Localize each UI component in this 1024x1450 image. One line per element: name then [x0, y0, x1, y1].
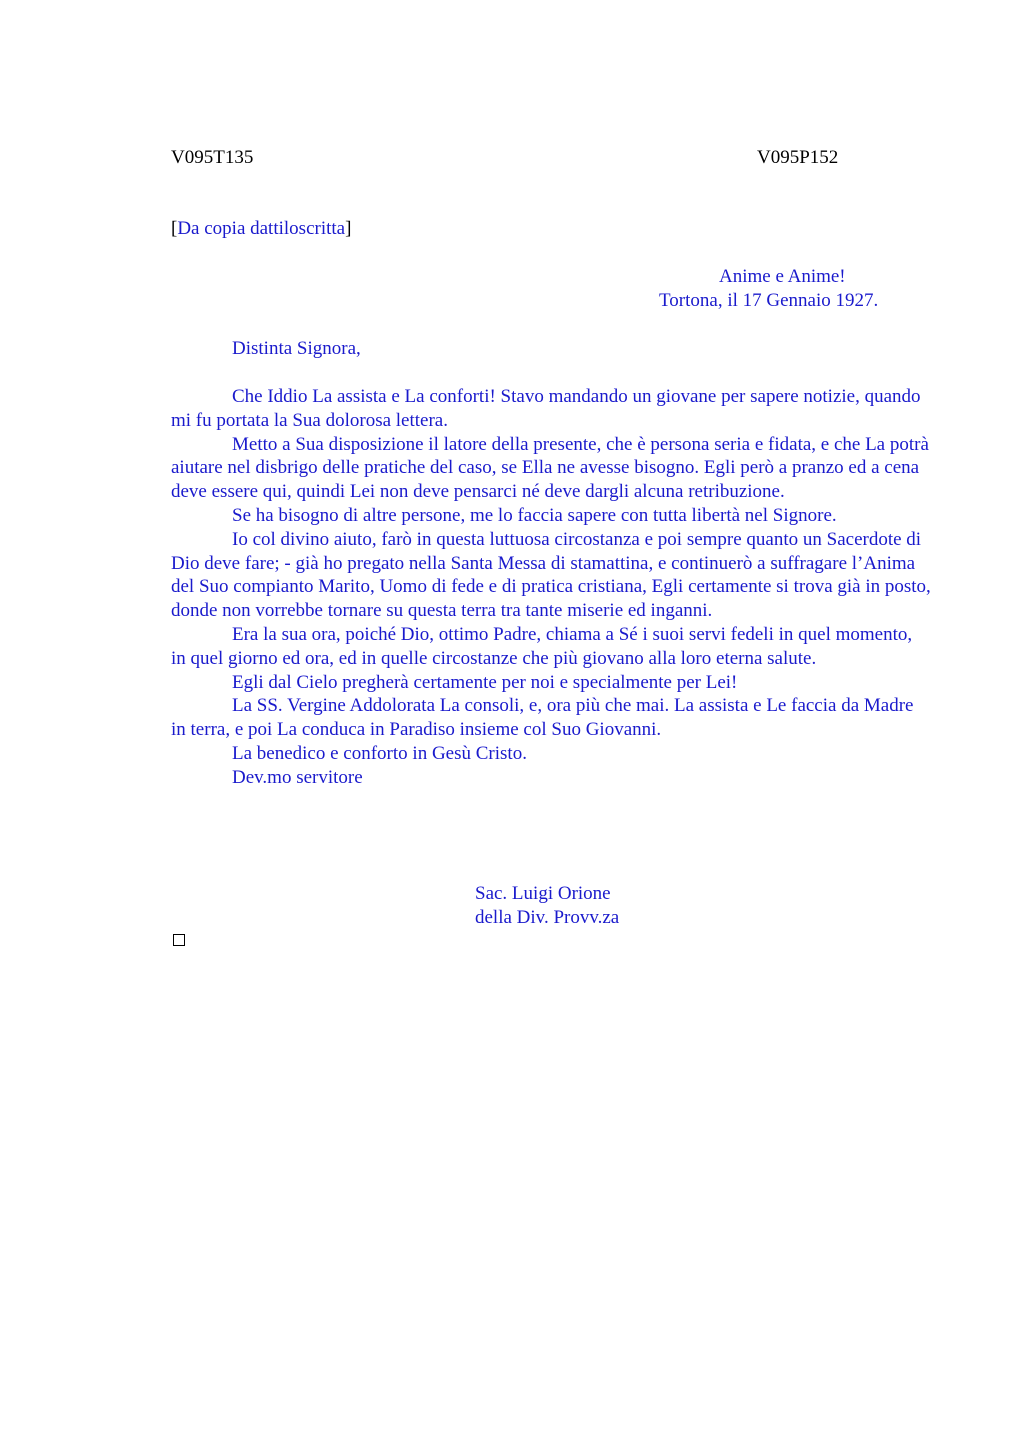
letter-paragraph: Era la sua ora, poiché Dio, ottimo Padre, chiama a Sé i suoi servi fedeli in quel momento, in quel giorno ed ora, ed in quelle circostanze che più giovano alla loro eterna salute.	[171, 623, 913, 669]
letter-body	[171, 385, 931, 790]
letter-salutation: Distinta Signora,	[232, 338, 361, 359]
letter-paragraph: Metto a Sua disposizione il latore della presente, che è persona seria e fidata, e che La potrà aiutare nel disbrigo delle pratiche del caso, se Ella ne avesse bisogno. Egli però a pranzo ed a cena deve essere qui, quindi Lei non deve pensarci né deve dargli alcuna retribuzione.	[171, 433, 929, 503]
signature-title: della Div. Provv.za	[475, 907, 620, 928]
end-of-document-box-icon	[173, 934, 185, 946]
source-note-close-bracket: ]	[345, 218, 352, 239]
source-note	[171, 218, 351, 240]
document-code-left: V095T135	[171, 147, 254, 168]
letter-place-date: Tortona, il 17 Gennaio 1927.	[659, 290, 879, 311]
letter-paragraph: Che Iddio La assista e La conforti! Stavo mandando un giovane per sapere notizie, quando mi fu portata la Sua dolorosa lettera.	[171, 386, 921, 431]
letter-paragraph: La benedico e conforto in Gesù Cristo.	[232, 742, 527, 764]
letter-paragraph: La SS. Vergine Addolorata La consoli, e, ora più che mai. La assista e Le faccia da Madre in terra, e poi La conduca in Paradiso insieme col Suo Giovanni.	[171, 695, 914, 741]
document-code-right: V095P152	[757, 147, 839, 168]
letter-paragraph: Egli dal Cielo pregherà certamente per noi e specialmente per Lei!	[232, 671, 738, 693]
letter-motto: Anime e Anime!	[719, 266, 846, 287]
source-note-open-bracket: [	[171, 218, 178, 239]
source-note-text: Da copia dattiloscritta	[177, 218, 346, 239]
letter-paragraph: Io col divino aiuto, farò in questa luttuosa circostanza e poi sempre quanto un Sacerdote di Dio deve fare; - già ho pregato nella Santa Messa di stamattina, e continuerò a suffragare l’Anima del Suo compianto Marito, Uomo di fede e di pratica cristiana, Egli certamente si trova già in posto, donde non vorrebbe tornare su questa terra tra tante miserie ed inganni.	[171, 528, 931, 622]
letter-paragraph: Se ha bisogno di altre persone, me lo faccia sapere con tutta libertà nel Signore.	[232, 504, 837, 526]
signature-name: Sac. Luigi Orione	[475, 883, 611, 904]
letter-closing: Dev.mo servitore	[232, 766, 363, 788]
